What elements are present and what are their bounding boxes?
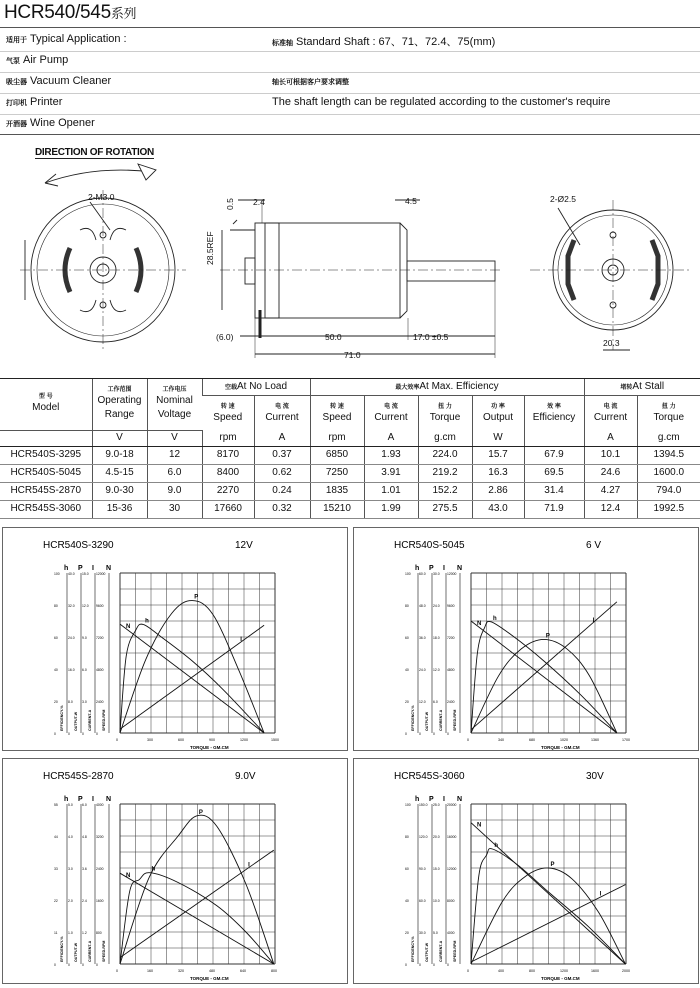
hdr-torque: 扭 力 Torque [418,396,472,431]
series-label-P: P [550,862,555,868]
spec-table [0,378,700,519]
tick-label: 4800 [96,668,104,672]
tick-label: 7200 [447,636,455,640]
series-label-P: P [194,594,199,601]
series-line-I [471,885,625,962]
x-tick-label: 400 [498,969,504,973]
axis-title: CURRENT-A [439,709,443,731]
x-axis-label: TORQUE - GM.CM [190,976,229,981]
tick-label: 25.0 [433,803,440,807]
series-label-N: N [477,621,482,627]
x-tick-label: 1500 [271,738,279,742]
tick-label: 8.0 [68,700,73,704]
dim-4-5: 4.5 [405,196,417,206]
tick-label: 15.0 [433,867,440,871]
x-tick-label: 320 [178,969,184,973]
axis-title: CURRENT-A [439,940,443,962]
tick-label: 4.8 [82,835,87,839]
x-tick-label: 1020 [560,738,568,742]
tick-label: 6.0 [82,668,87,672]
tick-label: 100 [405,572,411,576]
col-model: 型 号 Model [0,379,92,431]
axis-title: OUTPUT-W [425,711,429,731]
tick-label: 6.0 [82,803,87,807]
axis-title: OUTPUT-W [74,942,78,962]
axis-title: SPEED-RPM [102,940,106,962]
tick-label: 12000 [447,572,457,576]
x-axis-label: TORQUE - GM.CM [190,745,229,750]
tick-label: 12.0 [433,668,440,672]
tick-label: 80 [54,604,58,608]
tick-label: 0 [419,732,421,736]
axis-header-N: N [106,565,112,572]
tick-label: 2.4 [82,899,87,903]
series-line-h [471,849,625,964]
tick-label: 5.0 [68,803,73,807]
tick-label: 150.0 [419,803,428,807]
hdr-current: 电 流 Current [254,396,310,431]
x-tick-label: 0 [116,738,118,742]
tick-label: 20 [54,700,58,704]
axis-header-P: P [78,796,83,803]
x-tick-label: 680 [529,738,535,742]
tick-label: 32.0 [68,604,75,608]
x-tick-label: 160 [147,969,153,973]
series-label-N: N [126,624,131,631]
tick-label: 60 [405,867,409,871]
table-row: HCR545S-3060 15-36 30 17660 0.32 15210 1.99 275.5 43.0 71.9 12.4 1992.5 [0,500,700,518]
tick-label: 4.0 [68,835,73,839]
tick-label: 40 [405,899,409,903]
tick-label: 3.0 [68,867,73,871]
x-tick-label: 340 [498,738,504,742]
tick-label: 80 [405,835,409,839]
chart-voltage: 30V [586,771,604,782]
chart-panel-hcr545s-3060 [353,758,699,984]
series-label-I: I [240,636,242,643]
x-tick-label: 1200 [240,738,248,742]
axis-header-I: I [443,796,445,803]
app-item-printer: 打印机 Printer [6,96,63,108]
series-label-N: N [477,822,482,829]
table-row: HCR540S-5045 4.5-15 6.0 8400 0.62 7250 3.91 219.2 16.3 69.5 24.6 1600.0 [0,464,700,482]
tick-label: 0 [433,732,435,736]
tick-label: 0 [68,963,70,967]
tick-label: 0 [82,732,84,736]
tick-label: 0 [405,963,407,967]
axis-header-P: P [429,796,434,803]
header-divider [0,27,700,28]
tick-label: 0 [96,732,98,736]
dim-71-0: 71.0 [344,350,361,360]
hdr-current: 电 流 Current [584,396,637,431]
units-row: V V rpm A rpm A g.cm W A g.cm [0,430,700,446]
tick-label: 0 [433,963,435,967]
tick-label: 16000 [447,835,457,839]
x-axis-label: TORQUE - GM.CM [541,745,580,750]
tick-label: 80 [405,604,409,608]
rotation-arrow [45,170,152,183]
tick-label: 0 [54,963,56,967]
axis-title: EFFICIENCY-% [411,936,415,962]
tick-label: 9600 [96,604,104,608]
app-item-wine-opener: 开酒器 Wine Opener [6,117,95,129]
tick-label: 55 [54,803,58,807]
tick-label: 9600 [447,604,455,608]
axis-title: SPEED-RPM [453,940,457,962]
tick-label: 30.0 [419,931,426,935]
tick-label: 8000 [447,899,455,903]
row-divider [0,114,700,115]
series-label-h: h [494,843,499,849]
chart-hcr540s-5045 [354,528,698,750]
tick-label: 0 [405,732,407,736]
tick-label: 15.0 [82,572,89,576]
tick-label: 0 [419,963,421,967]
group-max-efficiency: 最大效率At Max. Efficiency [310,379,584,396]
tick-label: 6.0 [433,700,438,704]
x-tick-label: 0 [116,969,118,973]
chart-hcr545s-3060 [354,759,698,983]
tick-label: 16.0 [68,668,75,672]
standard-shaft: 标准轴 Standard Shaft : 67、71、72.4、75(mm) [272,36,496,48]
tick-label: 33 [54,867,58,871]
axis-title: CURRENT-A [88,709,92,731]
tick-label: 9.0 [82,636,87,640]
group-at-stall: 堵转At Stall [584,379,700,396]
series-label-P: P [198,809,203,816]
tick-label: 12.0 [82,604,89,608]
tick-label: 12.0 [419,700,426,704]
axis-title: OUTPUT-W [74,711,78,731]
tick-label: 0 [68,732,70,736]
tick-label: 12000 [447,867,457,871]
title-text: HCR540/545 [4,2,111,23]
chart-title: HCR545S-3060 [394,771,465,782]
dim-0-5: 0.5 [225,198,235,210]
axis-header-I: I [92,796,94,803]
series-label-h: h [493,615,497,622]
tick-label: 0 [447,732,449,736]
series-label-h: h [145,618,149,625]
tick-label: 3.6 [82,867,87,871]
tick-label: 40.0 [68,572,75,576]
tick-label: 2400 [447,700,455,704]
chart-panel-hcr540s-3290 [2,527,348,751]
axis-title: EFFICIENCY-% [60,705,64,731]
tick-label: 800 [96,931,102,935]
x-tick-label: 2000 [622,969,630,973]
hdr-speed: 转 速 Speed [213,403,243,423]
chart-panel-hcr545s-2870 [2,758,348,984]
dim-20-3: 20.3 [603,338,620,348]
tick-label: 18.0 [433,636,440,640]
chart-hcr540s-3290 [3,528,347,750]
tick-label: 44 [54,835,58,839]
row-divider [0,93,700,94]
x-tick-label: 1600 [591,969,599,973]
group-no-load: 空载At No Load [202,379,310,396]
tick-label: 60.0 [419,572,426,576]
x-axis-label: TORQUE - GM.CM [541,976,580,981]
hdr-efficiency: 效 率 Efficiency [524,396,584,431]
tick-label: 5.0 [433,931,438,935]
front-hole-label: 2-M3.0 [88,192,115,202]
axis-header-I: I [92,565,94,572]
tick-label: 3200 [96,835,104,839]
series-label-I: I [248,862,250,869]
tick-label: 11 [54,931,58,935]
tick-label: 1.0 [68,931,73,935]
axis-header-I: I [443,565,445,572]
axis-header-N: N [457,565,463,572]
tick-label: 24.0 [419,668,426,672]
tick-label: 7200 [96,636,104,640]
row-divider [0,72,700,73]
tick-label: 2400 [96,867,104,871]
tick-label: 24.0 [433,604,440,608]
chart-voltage: 12V [235,540,253,551]
tick-label: 40 [405,668,409,672]
hdr-torque: 扭 力 Torque [637,396,700,431]
axis-title: EFFICIENCY-% [411,705,415,731]
axis-title: OUTPUT-W [425,942,429,962]
x-tick-label: 300 [147,738,153,742]
table-row: HCR545S-2870 9.0-30 9.0 2270 0.24 1835 1.01 152.2 2.86 31.4 4.27 794.0 [0,482,700,500]
tick-label: 60.0 [419,899,426,903]
technical-drawing [0,160,700,374]
x-tick-label: 900 [209,738,215,742]
x-tick-label: 1200 [560,969,568,973]
axis-header-h: h [415,565,420,572]
axis-header-P: P [429,565,434,572]
tick-label: 20 [405,931,409,935]
tick-label: 24.0 [68,636,75,640]
tick-label: 0 [447,963,449,967]
series-line-N [120,873,274,964]
x-tick-label: 480 [209,969,215,973]
tick-label: 120.0 [419,835,428,839]
rotation-arrow-tail [138,164,156,180]
row-divider [0,134,700,135]
tick-label: 1.2 [82,931,87,935]
axis-header-N: N [457,796,463,803]
x-tick-label: 800 [529,969,535,973]
col-operating-range: 工作范围 Operating Range [92,379,147,431]
x-tick-label: 800 [271,969,277,973]
hdr-output: 功 率 Output [472,396,524,431]
app-item-vacuum-cleaner: 吸尘器 Vacuum Cleaner [6,75,112,87]
dim-2-4: 2.4 [253,197,265,207]
tick-label: 0 [82,963,84,967]
x-tick-label: 600 [178,738,184,742]
title-cn: 系列 [110,6,137,21]
chart-hcr545s-2870 [3,759,347,983]
tick-label: 2400 [96,700,104,704]
chart-panel-hcr540s-5045 [353,527,699,751]
x-tick-label: 640 [240,969,246,973]
x-tick-label: 1700 [622,738,630,742]
tick-label: 0 [54,732,56,736]
tick-label: 90.0 [419,867,426,871]
tick-label: 48.0 [419,604,426,608]
series-line-I [120,850,274,958]
tick-label: 10.0 [433,899,440,903]
series-label-I: I [592,617,595,624]
axis-title: SPEED-RPM [453,709,457,731]
tick-label: 100 [405,803,411,807]
direction-of-rotation-label: DIRECTION OF ROTATION [35,147,154,158]
axis-title: EFFICIENCY-% [60,936,64,962]
dim-17-0: 17.0 ±0.5 [413,332,449,342]
chart-title: HCR540S-3290 [43,540,114,551]
shaft-note-cn: 轴长可根据客户要求调整 [272,79,349,86]
tick-label: 20.0 [433,835,440,839]
typical-application-heading: 适用于 Typical Application : [6,33,127,45]
x-tick-label: 1360 [591,738,599,742]
axis-header-h: h [415,796,420,803]
tick-label: 30.0 [433,572,440,576]
page-title [4,2,136,24]
tick-label: 20000 [447,803,457,807]
tick-label: 40 [54,668,58,672]
tick-label: 4800 [447,668,455,672]
tick-label: 12000 [96,572,106,576]
axis-title: SPEED-RPM [102,709,106,731]
rear-hole-label: 2-Ø2.5 [550,194,576,204]
row-divider [0,51,700,52]
tick-label: 2.0 [68,899,73,903]
front-view [20,190,186,352]
rotation-arrow-head [45,174,58,186]
col-nominal-voltage: 工作电压 Nominal Voltage [147,379,202,431]
tick-label: 20 [405,700,409,704]
tick-label: 4000 [447,931,455,935]
tick-label: 4000 [96,803,104,807]
table-row: HCR540S-3295 9.0-18 12 8170 0.37 6850 1.93 224.0 15.7 67.9 10.1 1394.5 [0,446,700,464]
rear-view [530,200,690,350]
x-tick-label: 0 [467,969,469,973]
tick-label: 22 [54,899,58,903]
chart-title: HCR540S-5045 [394,540,465,551]
tick-label: 60 [405,636,409,640]
hdr-speed: 转 速 Speed [310,396,364,431]
axis-header-h: h [64,565,69,572]
shaft-note: The shaft length can be regulated according to the customer's require [272,96,611,108]
app-item-air-pump: 气泵 Air Pump [6,54,69,66]
chart-voltage: 9.0V [235,771,256,782]
tick-label: 0 [96,963,98,967]
series-label-P: P [545,633,550,640]
axis-title: CURRENT-A [88,940,92,962]
side-view [220,200,500,358]
tick-label: 3.0 [82,700,87,704]
dim-28-5ref: 28.5REF [205,231,215,265]
series-label-N: N [126,873,131,880]
hdr-current: 电 流 Current [364,396,418,431]
tick-label: 100 [54,572,60,576]
chart-voltage: 6 V [586,540,602,551]
chart-title: HCR545S-2870 [43,771,114,782]
series-label-h: h [151,866,156,873]
tick-label: 36.0 [419,636,426,640]
series-label-I: I [599,891,602,898]
dim-50-0: 50.0 [325,332,342,342]
axis-header-h: h [64,796,69,803]
axis-header-N: N [106,796,112,803]
axis-header-P: P [78,565,83,572]
tick-label: 1600 [96,899,104,903]
dim-6-0: (6.0) [216,332,234,342]
x-tick-label: 0 [467,738,469,742]
tick-label: 60 [54,636,58,640]
